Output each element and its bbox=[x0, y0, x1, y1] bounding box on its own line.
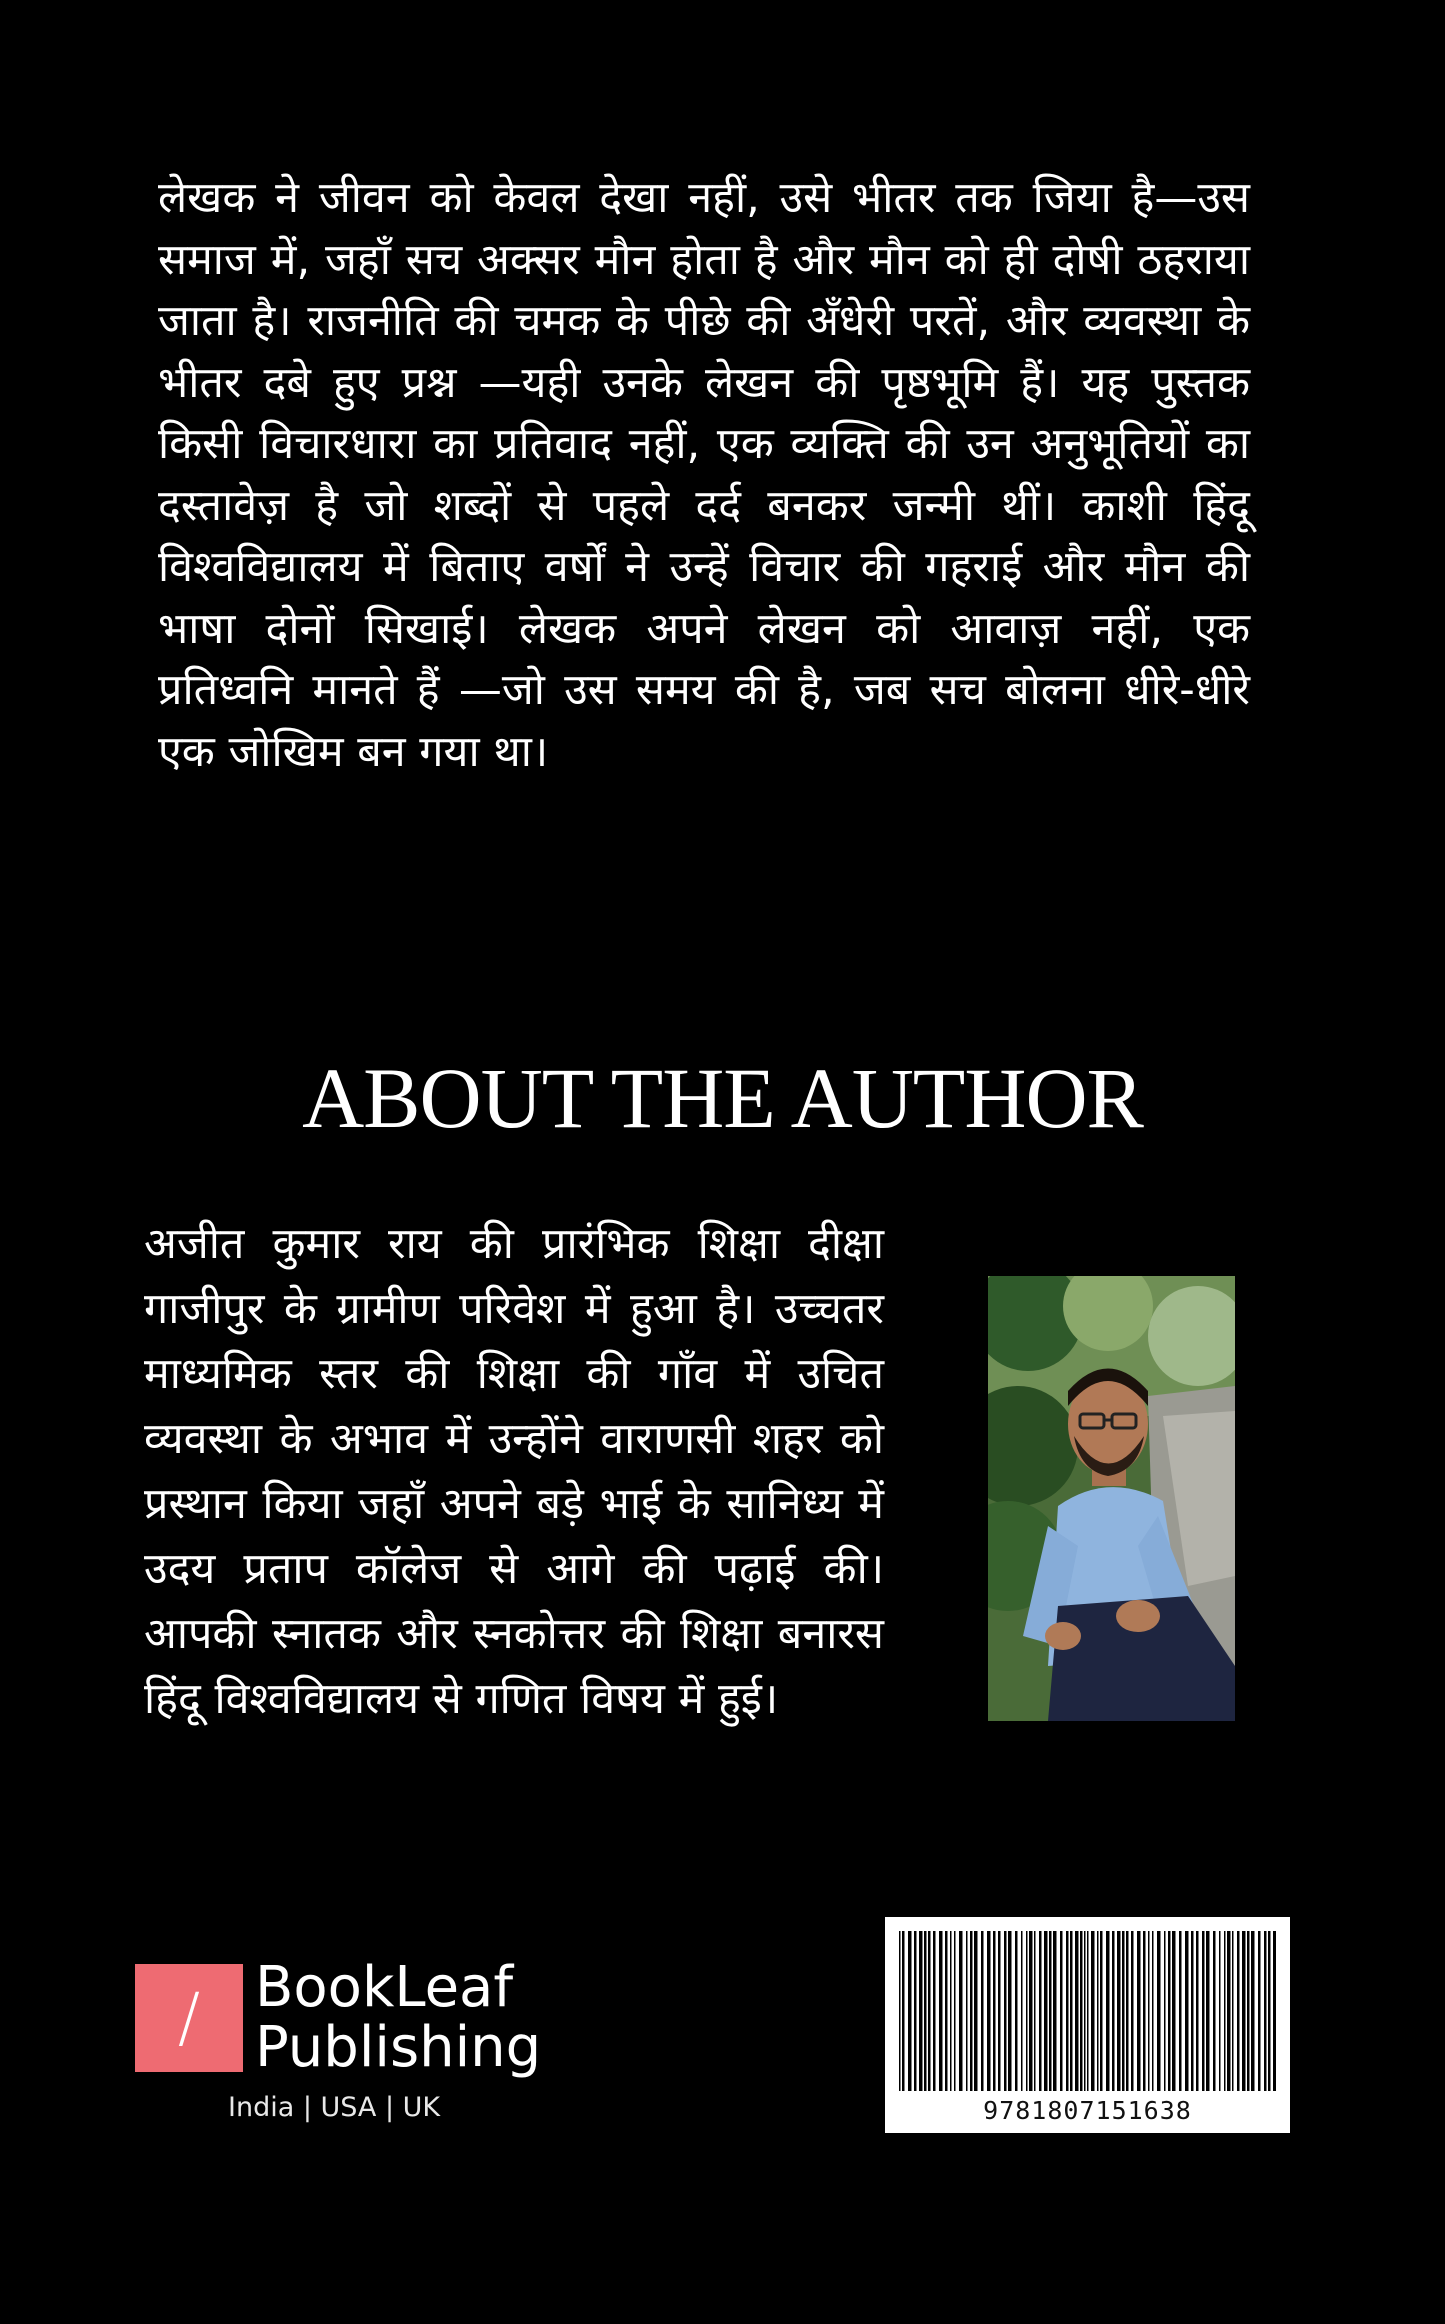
barcode-bar bbox=[1152, 1931, 1154, 2091]
barcode-bar bbox=[1049, 1931, 1052, 2091]
barcode-bar bbox=[998, 1931, 1001, 2091]
barcode-bar bbox=[1179, 1931, 1182, 2091]
barcode-bar bbox=[1075, 1931, 1079, 2091]
about-author-heading: ABOUT THE AUTHOR bbox=[302, 1050, 1143, 1146]
barcode-bar bbox=[974, 1931, 978, 2091]
barcode-bar bbox=[1004, 1931, 1007, 2091]
publisher-regions: India | USA | UK bbox=[228, 2092, 441, 2123]
barcode-bar bbox=[1122, 1931, 1125, 2091]
slash-icon: / bbox=[177, 1979, 201, 2056]
author-photo bbox=[988, 1276, 1235, 1721]
barcode-bar bbox=[1157, 1931, 1161, 2091]
barcode-bar bbox=[1273, 1931, 1276, 2091]
barcode-bar bbox=[950, 1931, 952, 2091]
barcode-bar bbox=[1242, 1931, 1246, 2091]
barcode-bars bbox=[899, 1931, 1276, 2091]
barcode-bar bbox=[1251, 1931, 1255, 2091]
isbn-barcode bbox=[885, 1917, 1290, 2133]
barcode-bar bbox=[945, 1931, 948, 2091]
barcode-bar bbox=[1264, 1931, 1267, 2091]
barcode-bar bbox=[1168, 1931, 1171, 2091]
barcode-bar bbox=[981, 1931, 984, 2091]
barcode-bar bbox=[1232, 1931, 1234, 2091]
barcode-bar bbox=[1224, 1931, 1226, 2091]
barcode-bar bbox=[987, 1931, 991, 2091]
back-cover-blurb: लेखक ने जीवन को केवल देखा नहीं, उसे भीतर तक जिया है—उस समाज में, जहाँ सच अक्सर मौन होता है और मौन को ही दोषी ठहराया जाता है। राजनीति की चमक के पीछे की अँधेरी परतें, और व्यवस्था के भीतर दबे हुए प्रश्न —यही उनके लेखन की पृष्ठभूमि हैं। यह पुस्तक किसी विचारधारा का प्रतिवाद नहीं, एक व्यक्ति की उन अनुभूतियों का दस्तावेज़ है जो शब्दों से पहले दर्द बनकर जन्मी थीं। काशी हिंदू विश्वविद्यालय में बिताए वर्षों ने उन्हें विचार की गहराई और मौन की भाषा दोनों सिखाई। लेखक अपने लेखन को आवाज़ नहीं, एक प्रतिध्वनि मानते हैं —जो उस समय की है, जब सच बोलना धीरे-धीरे एक जोखिम बन गया था। bbox=[158, 173, 1250, 777]
publisher-name-line2: Publishing bbox=[255, 2015, 542, 2080]
barcode-bar bbox=[1202, 1931, 1205, 2091]
barcode-bar bbox=[1112, 1931, 1115, 2091]
author-bio: अजीत कुमार राय की प्रारंभिक शिक्षा दीक्षा गाजीपुर के ग्रामीण परिवेश में हुआ है। उच्चतर माध्यमिक स्तर की शिक्षा की गाँव में उचित व्यवस्था के अभाव में उन्होंने वाराणसी शहर को प्रस्थान किया जहाँ अपने बड़े भाई के सानिध्य में उदय प्रताप कॉलेज से आगे की पढ़ाई की। आपकी स्नातक और स्नकोत्तर की शिक्षा बनारस हिंदू विश्वविद्यालय से गणित विषय में हुई। bbox=[144, 1219, 884, 1724]
barcode-bar bbox=[939, 1931, 943, 2091]
barcode-bar bbox=[1021, 1931, 1023, 2091]
barcode-bar bbox=[966, 1931, 968, 2091]
barcode-bar bbox=[1029, 1931, 1033, 2091]
barcode-bar bbox=[1185, 1931, 1189, 2091]
barcode-bar bbox=[919, 1931, 923, 2091]
barcode-bar bbox=[1087, 1931, 1089, 2091]
barcode-bar bbox=[1117, 1931, 1121, 2091]
barcode-bar bbox=[1206, 1931, 1210, 2091]
barcode-bar bbox=[1247, 1931, 1250, 2091]
barcode-bar bbox=[1053, 1931, 1057, 2091]
barcode-bar bbox=[1143, 1931, 1146, 2091]
barcode-bar bbox=[908, 1931, 912, 2091]
barcode-bar bbox=[1066, 1931, 1069, 2091]
barcode-bar bbox=[1097, 1931, 1099, 2091]
barcode-bar bbox=[1268, 1931, 1271, 2091]
barcode-bar bbox=[1008, 1931, 1012, 2091]
publisher-logo bbox=[135, 1955, 555, 2140]
barcode-bar bbox=[1258, 1931, 1261, 2091]
publisher-logo-mark bbox=[135, 1964, 243, 2072]
barcode-bar bbox=[1148, 1931, 1150, 2091]
barcode-bar bbox=[1034, 1931, 1036, 2091]
barcode-bar bbox=[933, 1931, 936, 2091]
barcode-bar bbox=[1100, 1931, 1103, 2091]
barcode-bar bbox=[924, 1931, 927, 2091]
barcode-bar bbox=[928, 1931, 931, 2091]
barcode-bar bbox=[1015, 1931, 1018, 2091]
barcode-bar bbox=[1060, 1931, 1063, 2091]
barcode-bar bbox=[1164, 1931, 1166, 2091]
barcode-bar bbox=[899, 1931, 901, 2091]
barcode-bar bbox=[1126, 1931, 1129, 2091]
barcode-bar bbox=[914, 1931, 917, 2091]
barcode-bar bbox=[1091, 1931, 1095, 2091]
barcode-bar bbox=[1131, 1931, 1134, 2091]
barcode-bar bbox=[1237, 1931, 1240, 2091]
barcode-bar bbox=[954, 1931, 956, 2091]
barcode-bar bbox=[993, 1931, 996, 2091]
barcode-bar bbox=[902, 1931, 905, 2091]
barcode-bar bbox=[1227, 1931, 1231, 2091]
barcode-bar bbox=[1039, 1931, 1042, 2091]
isbn-number: 9781807151638 bbox=[983, 2096, 1192, 2125]
barcode-bar bbox=[1070, 1931, 1073, 2091]
barcode-bar bbox=[1191, 1931, 1194, 2091]
barcode-bar bbox=[1026, 1931, 1028, 2091]
barcode-bar bbox=[1213, 1931, 1216, 2091]
barcode-bar bbox=[1044, 1931, 1048, 2091]
barcode-bar bbox=[1106, 1931, 1110, 2091]
publisher-name-line1: BookLeaf bbox=[255, 1955, 514, 2020]
barcode-bar bbox=[1172, 1931, 1176, 2091]
barcode-bar bbox=[959, 1931, 963, 2091]
barcode-bar bbox=[970, 1931, 973, 2091]
barcode-bar bbox=[1080, 1931, 1083, 2091]
barcode-bar bbox=[1196, 1931, 1199, 2091]
barcode-bar bbox=[1084, 1931, 1086, 2091]
barcode-bar bbox=[1137, 1931, 1141, 2091]
barcode-bar bbox=[1219, 1931, 1221, 2091]
